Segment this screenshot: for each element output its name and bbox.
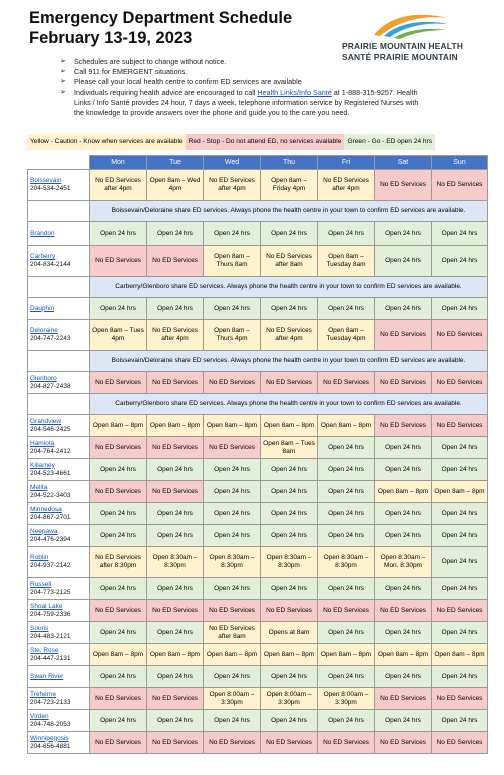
swoosh-logo-icon [370,9,452,39]
site-cell [28,644,90,666]
schedule-cell-thu: No ED Services after 8am [261,246,318,277]
site-phone: 204-522-3403 [30,491,71,499]
site-name-link[interactable]: Neepawa [30,527,58,535]
shared-services-note-row [28,394,488,415]
notice-item-continued: Links / Info Santé provides 24 hour, 7 days a week, telephone information service by Registered Nurses with [74,97,419,107]
schedule-cell-mon: No ED Services [90,732,147,754]
schedule-cell-sat: Open 8am – 8pm [375,481,432,503]
schedule-cell-wed: Open 8:00am – 3:30pm [204,688,261,710]
site-name-link[interactable]: Brandon [30,229,55,237]
schedule-cell-sun: Open 24 hrs [432,525,488,547]
site-cell [28,525,90,547]
schedule-cell-sat: No ED Services [375,320,432,351]
day-header: Sun [432,156,488,170]
site-phone: 204-534-2451 [30,185,71,192]
schedule-cell-mon: Open 24 hrs [90,298,147,320]
site-name-link[interactable]: Russell [30,580,52,588]
schedule-cell-sat: Open 24 hrs [375,666,432,688]
shared-services-note-row [28,351,488,372]
schedule-cell-tue: No ED Services [147,246,204,277]
schedule-cell-thu: Open 24 hrs [261,298,318,320]
schedule-cell-sat: Open 24 hrs [375,459,432,481]
site-cell [28,732,90,754]
schedule-cell-sun: Open 8am – 8pm [432,644,488,666]
schedule-cell-fri: Open 24 hrs [318,503,375,525]
schedule-cell-wed: No ED Services [204,372,261,394]
site-phone: 204-867-2701 [30,513,71,521]
schedule-cell-thu: Open 24 hrs [261,503,318,525]
schedule-cell-sun: No ED Services [432,732,488,754]
site-phone: 204-759-2336 [30,610,71,618]
schedule-cell-fri: Open 24 hrs [318,578,375,600]
shared-services-note: Boissevain/Deloraine share ED services. Always phone the health centre in your town to confirm ED services are available. [90,351,488,372]
schedule-cell-wed: Open 24 hrs [204,481,261,503]
shared-services-note: Carberry/Glenboro share ED services. Always phone the health centre in your town to confirm ED services are available. [90,394,488,415]
site-name-link[interactable]: Souris [30,624,49,632]
schedule-cell-mon: Open 24 hrs [90,666,147,688]
site-phone: 204-476-2394 [30,535,71,543]
site-row [28,622,488,644]
schedule-cell-sun: Open 24 hrs [432,547,488,578]
site-name-link[interactable]: Hamiota [30,439,55,447]
site-name-link[interactable]: Winnipegosis [30,734,69,742]
notice-item-continued: the knowledge to provide answers over the phone and guide you to the care you need. [74,108,350,118]
schedule-cell-sun: Open 24 hrs [432,578,488,600]
schedule-cell-mon: Open 24 hrs [90,578,147,600]
site-phone: 204-748-2053 [30,720,71,728]
site-row [28,481,488,503]
schedule-cell-wed: Open 8am – Thurs 4pm [204,320,261,351]
schedule-cell-thu: Open 8:30am – 8:30pm [261,547,318,578]
schedule-cell-wed: No ED Services after 8am [204,622,261,644]
schedule-cell-fri: Open 24 hrs [318,525,375,547]
schedule-cell-mon: No ED Services [90,246,147,277]
schedule-cell-sun: Open 24 hrs [432,710,488,732]
schedule-cell-mon: Open 8am – Tues 4pm [90,320,147,351]
schedule-cell-wed: No ED Services [204,437,261,459]
schedule-cell-wed: Open 24 hrs [204,298,261,320]
color-legend [27,134,435,150]
corner-cell [28,156,90,170]
site-name-link[interactable]: Dauphin [30,304,55,312]
site-cell [28,415,90,437]
note-spacer [28,351,90,372]
site-row [28,222,488,246]
schedule-cell-fri: Open 24 hrs [318,710,375,732]
site-name-link[interactable]: Ste. Rose [30,646,59,654]
schedule-cell-tue: Open 24 hrs [147,666,204,688]
site-row [28,372,488,394]
schedule-cell-wed: Open 24 hrs [204,503,261,525]
schedule-cell-mon: Open 24 hrs [90,525,147,547]
schedule-cell-sun: Open 24 hrs [432,298,488,320]
site-phone: 204-834-2144 [30,261,71,268]
schedule-cell-mon: No ED Services [90,372,147,394]
schedule-cell-mon: Open 8am – 8pm [90,644,147,666]
site-phone: 204-656-4881 [30,742,71,750]
schedule-cell-wed: Open 8:30am – 8:30pm [204,547,261,578]
schedule-cell-fri: Open 8am – 8pm [318,415,375,437]
schedule-cell-wed: Open 8am – 8pm [204,644,261,666]
schedule-cell-mon: Open 24 hrs [90,222,147,246]
site-cell [28,622,90,644]
schedule-cell-tue: No ED Services [147,437,204,459]
schedule-cell-thu: Open 24 hrs [261,525,318,547]
site-row [28,578,488,600]
schedule-cell-sat: Open 8:30am – Mon. 8:30pm [375,547,432,578]
schedule-cell-sat: Open 24 hrs [375,246,432,277]
site-cell [28,246,90,277]
schedule-cell-fri: No ED Services after 4pm [318,170,375,201]
site-phone: 204-447-2131 [30,654,71,662]
schedule-cell-sat: Open 24 hrs [375,222,432,246]
site-cell [28,298,90,320]
schedule-cell-thu: Open 24 hrs [261,222,318,246]
schedule-cell-fri: Open 8:30am – 8:30pm [318,547,375,578]
schedule-cell-mon: No ED Services [90,437,147,459]
schedule-cell-sun: Open 24 hrs [432,622,488,644]
site-cell [28,437,90,459]
legend-green: Green - Go - ED open 24 hrs [344,134,435,150]
schedule-cell-sun: Open 24 hrs [432,246,488,277]
schedule-cell-thu: Open 8am – Friday 4pm [261,170,318,201]
schedule-cell-mon: Open 24 hrs [90,459,147,481]
schedule-cell-sat: No ED Services [375,732,432,754]
notice-item [60,88,490,98]
shared-services-note: Boissevain/Deloraine share ED services. Always phone the health centre in your town to confirm ED services are available. [90,201,488,222]
site-cell [28,503,90,525]
schedule-cell-wed: Open 24 hrs [204,578,261,600]
site-cell [28,578,90,600]
site-name-link[interactable]: Killarney [30,461,55,469]
schedule-cell-fri: Open 24 hrs [318,459,375,481]
schedule-cell-mon: No ED Services [90,481,147,503]
legend-red: Red - Stop - Do not attend ED, no services available [186,134,345,150]
site-name-link[interactable]: Virden [30,712,49,720]
schedule-cell-sun: No ED Services [432,688,488,710]
schedule-cell-fri: Open 8am – 8pm [318,644,375,666]
schedule-cell-fri: No ED Services [318,600,375,622]
schedule-cell-tue: No ED Services [147,372,204,394]
day-header: Mon [90,156,147,170]
schedule-cell-sun: No ED Services [432,170,488,201]
site-cell [28,372,90,394]
day-header: Fri [318,156,375,170]
schedule-cell-fri: Open 8am – Tuesday 8am [318,246,375,277]
schedule-cell-mon: Open 24 hrs [90,622,147,644]
site-row [28,437,488,459]
site-phone: 204-723-2133 [30,698,71,706]
schedule-cell-thu: No ED Services [261,372,318,394]
schedule-cell-tue: Open 8am – Wed 4pm [147,170,204,201]
schedule-cell-tue: Open 24 hrs [147,578,204,600]
note-spacer [28,201,90,222]
day-header-row [28,156,488,170]
schedule-cell-wed: No ED Services [204,600,261,622]
schedule-cell-wed: No ED Services after 4pm [204,170,261,201]
schedule-cell-tue: No ED Services [147,732,204,754]
day-header: Tue [147,156,204,170]
schedule-cell-mon: Open 24 hrs [90,710,147,732]
schedule-cell-thu: Open 24 hrs [261,459,318,481]
site-name-link[interactable]: Roblin [30,554,49,561]
schedule-cell-tue: Open 24 hrs [147,222,204,246]
site-row [28,547,488,578]
schedule-cell-sat: Open 24 hrs [375,298,432,320]
notice-item: ➢ Schedules are subject to change without notice. [60,57,490,67]
site-cell [28,600,90,622]
schedule-cell-wed: Open 24 hrs [204,666,261,688]
schedule-cell-fri: Open 8am – Tuesday 4pm [318,320,375,351]
site-cell [28,170,90,201]
shared-services-note-row [28,201,488,222]
schedule-cell-sat: Open 24 hrs [375,525,432,547]
notice-text: at 1-888-315-9257. Health [331,87,418,97]
site-row [28,298,488,320]
site-row [28,644,488,666]
shared-services-note: Carberry/Glenboro share ED services. Always phone the health centre in your town to confirm ED services are available. [90,277,488,298]
site-cell [28,547,90,578]
site-row [28,459,488,481]
site-cell [28,459,90,481]
site-name-link[interactable]: Melita [30,483,48,491]
schedule-cell-sun: Open 24 hrs [432,437,488,459]
health-links-link[interactable]: Health Links/Info Santé [257,87,332,97]
schedule-cell-wed: Open 8am – 8pm [204,415,261,437]
schedule-cell-thu: Open 8am – 8pm [261,415,318,437]
schedule-cell-thu: Open 24 hrs [261,666,318,688]
site-phone: 204-747-2243 [30,335,71,342]
schedule-cell-thu: Open 8am – 8pm [261,644,318,666]
site-cell [28,710,90,732]
schedule-cell-tue: Open 24 hrs [147,622,204,644]
schedule-cell-sun: Open 8am – 8pm [432,481,488,503]
schedule-cell-tue: Open 24 hrs [147,710,204,732]
schedule-cell-wed: Open 8am – Thurs 8am [204,246,261,277]
legend-yellow: Yellow - Caution - Know when services are available [27,134,186,150]
schedule-cell-tue: No ED Services [147,688,204,710]
site-name-link[interactable]: Glenboro [30,374,57,382]
schedule-cell-sat: Open 24 hrs [375,710,432,732]
notice-item: ➢ Please call your local health centre to confirm ED services are available [60,77,490,87]
schedule-cell-fri: Open 24 hrs [318,666,375,688]
site-phone: 204-523-4661 [30,469,71,477]
schedule-cell-thu: Open 24 hrs [261,481,318,503]
site-row [28,600,488,622]
site-row [28,170,488,201]
site-name-link[interactable]: Swan River [30,672,64,680]
schedule-cell-fri: No ED Services [318,372,375,394]
schedule-cell-fri: Open 24 hrs [318,622,375,644]
schedule-cell-wed: No ED Services [204,732,261,754]
day-header: Thu [261,156,318,170]
schedule-cell-thu: Open 8:00am – 3:30pm [261,688,318,710]
schedule-cell-mon: Open 8am – 8pm [90,415,147,437]
schedule-cell-wed: Open 24 hrs [204,222,261,246]
site-cell [28,481,90,503]
title-line-1: Emergency Department Schedule [29,9,293,27]
schedule-cell-thu: Open 24 hrs [261,710,318,732]
schedule-cell-mon: No ED Services after 8:30pm [90,547,147,578]
schedule-cell-sun: Open 24 hrs [432,666,488,688]
site-row [28,666,488,688]
schedule-cell-tue: No ED Services [147,600,204,622]
schedule-cell-thu: Open 24 hrs [261,578,318,600]
site-row [28,415,488,437]
schedule-cell-mon: Open 24 hrs [90,503,147,525]
schedule-cell-thu: Open 8am – Tues 8am [261,437,318,459]
site-name-link[interactable]: Minnedosa [30,505,62,513]
schedule-cell-sat: No ED Services [375,415,432,437]
site-row [28,732,488,754]
site-name-link[interactable]: Carberry [30,253,56,260]
site-name-link[interactable]: Boissevain [30,177,62,184]
day-header: Wed [204,156,261,170]
schedule-cell-sun: No ED Services [432,320,488,351]
schedule-cell-sat: Open 8am – 8pm [375,644,432,666]
site-phone: 204-827-2438 [30,382,71,390]
notice-list [60,57,490,118]
schedule-cell-tue: No ED Services after 4pm [147,320,204,351]
schedule-cell-tue: Open 8am – 8pm [147,644,204,666]
notice-item: ➢ Call 911 for EMERGENT situations. [60,67,490,77]
schedule-cell-tue: Open 8:30am – 8:30pm [147,547,204,578]
schedule-cell-sat: No ED Services [375,688,432,710]
logo-text-french: SANTÉ PRAIRIE MOUNTAIN [342,52,458,62]
title-line-2: February 13-19, 2023 [29,29,193,47]
logo-text-english: PRAIRIE MOUNTAIN HEALTH [342,41,464,51]
schedule-cell-sat: Open 24 hrs [375,503,432,525]
schedule-cell-tue: Open 24 hrs [147,298,204,320]
site-row [28,525,488,547]
site-phone: 204-773-2125 [30,588,71,596]
shared-services-note-row [28,277,488,298]
schedule-cell-mon: No ED Services [90,688,147,710]
site-cell [28,320,90,351]
schedule-cell-fri: Open 24 hrs [318,298,375,320]
schedule-cell-wed: Open 24 hrs [204,459,261,481]
site-name-link[interactable]: Shoal Lake [30,602,63,610]
schedule-cell-thu: No ED Services after 4pm [261,320,318,351]
site-row [28,246,488,277]
site-row [28,503,488,525]
schedule-table [27,155,488,754]
schedule-cell-thu: No ED Services [261,732,318,754]
schedule-cell-tue: Open 24 hrs [147,503,204,525]
schedule-cell-fri: No ED Services [318,732,375,754]
day-header: Sat [375,156,432,170]
site-cell [28,222,90,246]
schedule-cell-mon: No ED Services after 4pm [90,170,147,201]
note-spacer [28,277,90,298]
schedule-body [28,170,488,754]
schedule-cell-fri: Open 24 hrs [318,437,375,459]
site-name-link[interactable]: Grandview [30,417,62,425]
site-phone: 204-764-2412 [30,447,71,455]
schedule-cell-wed: Open 24 hrs [204,710,261,732]
site-cell [28,688,90,710]
schedule-cell-tue: Open 24 hrs [147,459,204,481]
notice-text: Individuals requiring health advice are encouraged to call [74,87,258,97]
site-name-link[interactable]: Deloraine [30,327,58,334]
schedule-cell-tue: No ED Services [147,481,204,503]
schedule-cell-sat: No ED Services [375,372,432,394]
site-cell [28,666,90,688]
schedule-cell-sun: No ED Services [432,415,488,437]
site-phone: 204-937-2142 [30,562,71,569]
schedule-cell-fri: Open 8:00am – 3:30pm [318,688,375,710]
schedule-cell-sun: Open 24 hrs [432,459,488,481]
schedule-cell-sun: No ED Services [432,600,488,622]
site-phone: 204-483-2121 [30,632,71,640]
site-row [28,688,488,710]
schedule-cell-sat: Open 24 hrs [375,622,432,644]
schedule-cell-sun: Open 24 hrs [432,503,488,525]
site-row [28,710,488,732]
schedule-cell-sat: No ED Services [375,600,432,622]
schedule-cell-sat: No ED Services [375,170,432,201]
schedule-cell-mon: No ED Services [90,600,147,622]
site-name-link[interactable]: Treherne [30,690,57,698]
site-row [28,320,488,351]
schedule-cell-thu: Opens at 8am [261,622,318,644]
schedule-cell-sat: Open 24 hrs [375,578,432,600]
site-phone: 204-546-2425 [30,425,71,433]
schedule-cell-sat: Open 24 hrs [375,437,432,459]
page-title [29,8,292,48]
schedule-cell-tue: Open 8am – 8pm [147,415,204,437]
note-spacer [28,394,90,415]
schedule-cell-fri: Open 24 hrs [318,481,375,503]
schedule-cell-sun: No ED Services [432,372,488,394]
schedule-cell-sun: Open 24 hrs [432,222,488,246]
schedule-cell-tue: Open 24 hrs [147,525,204,547]
schedule-cell-thu: No ED Services [261,600,318,622]
schedule-cell-fri: Open 24 hrs [318,222,375,246]
schedule-cell-wed: Open 24 hrs [204,525,261,547]
